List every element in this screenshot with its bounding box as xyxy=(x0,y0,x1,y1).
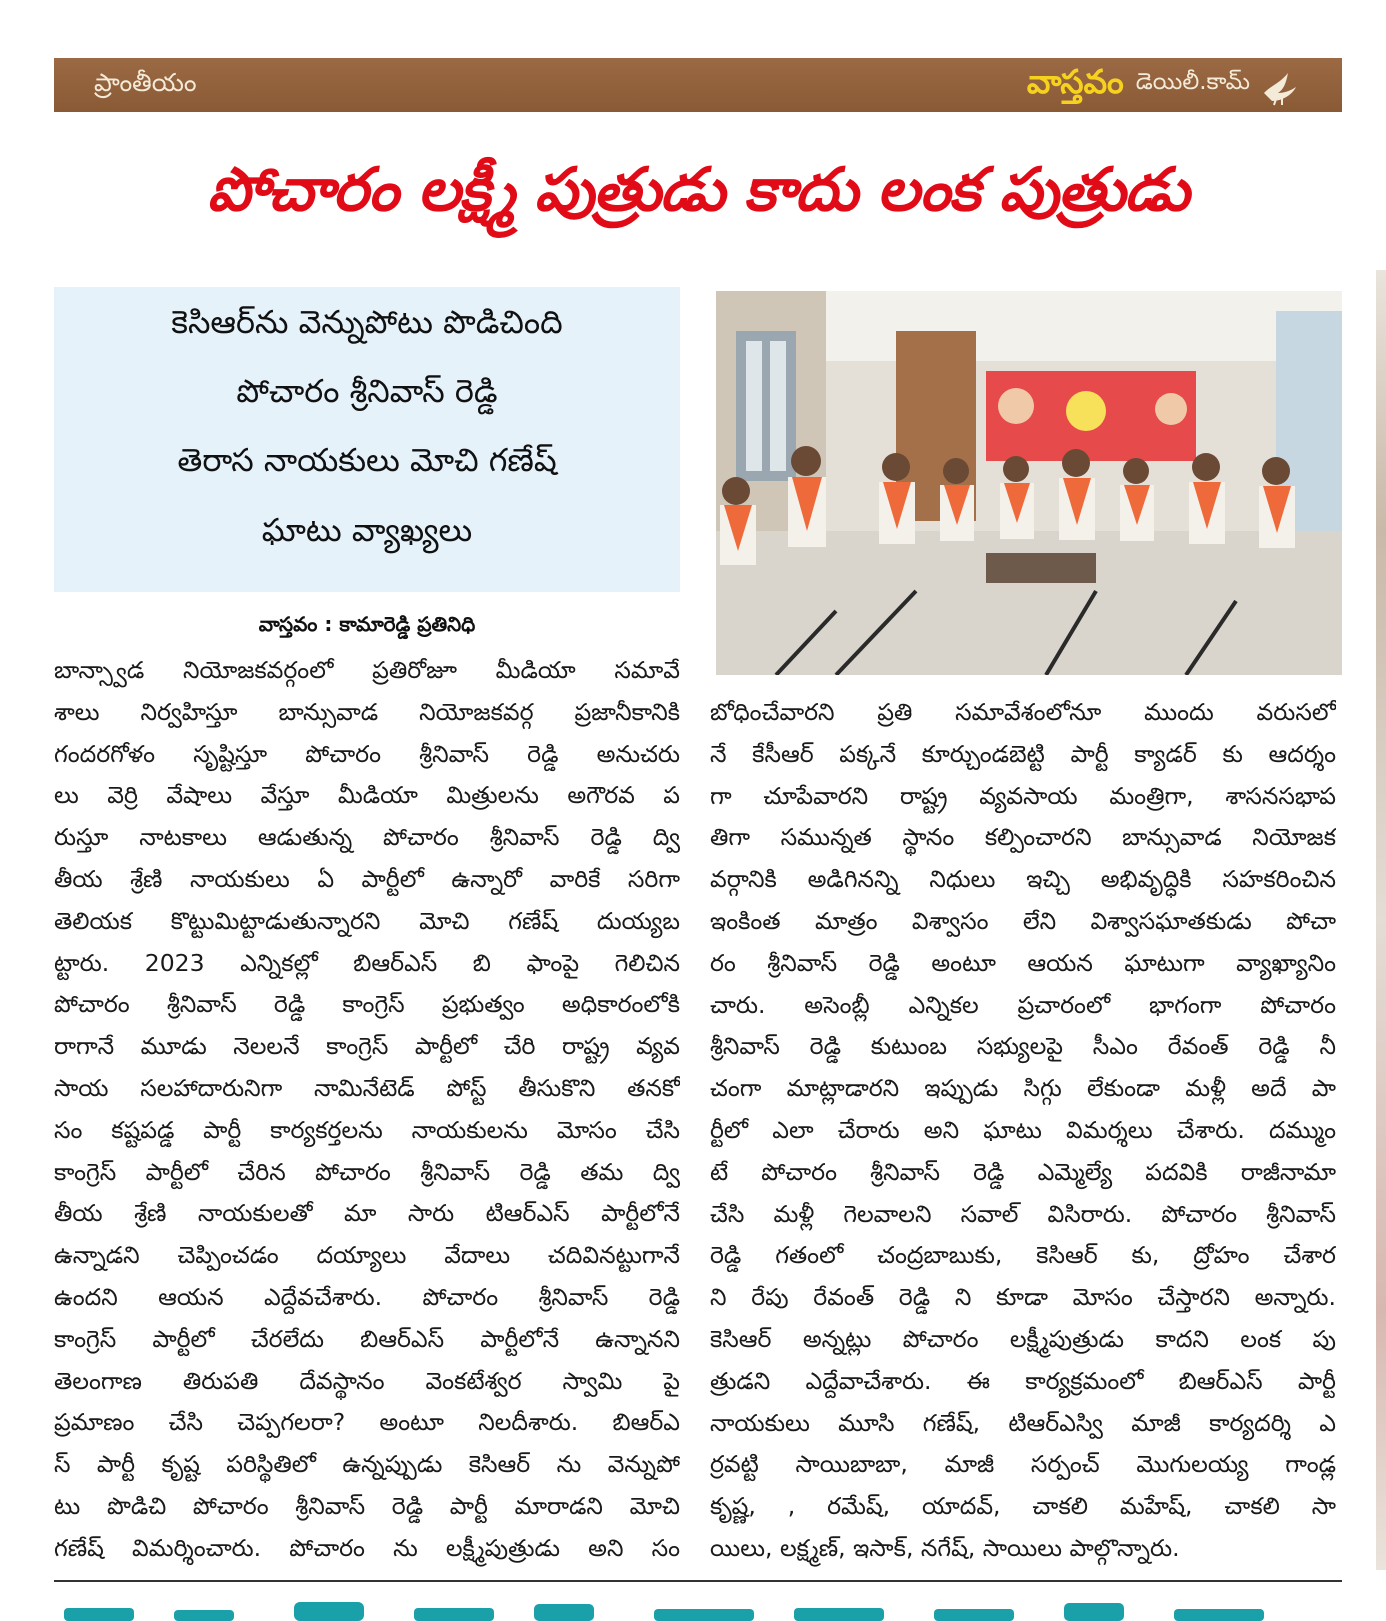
subhead-box xyxy=(54,287,680,592)
body-line: పోచారం శ్రీనివాస్ రెడ్డి కాంగ్రెస్ ప్రభుత్వం అధికారంలోకి xyxy=(54,990,680,1019)
body-line: లు వెర్రి వేషాలు వేస్తూ మీడియా మిత్రులను అగౌరవ ప xyxy=(54,781,680,810)
next-article-headline-cropped xyxy=(54,1600,1342,1621)
section-divider xyxy=(54,1580,1342,1582)
body-line: రాగానే మూడు నెలలనే కాంగ్రెస్ పార్టీలో చేరి రాష్ట్ర వ్యవ xyxy=(54,1032,680,1061)
body-line: రెడ్డి గతంలో చంద్రబాబుకు, కెసిఆర్ కు, ద్రోహం చేశార xyxy=(710,1241,1336,1270)
body-line: రం శ్రీనివాస్ రెడ్డి అంటూ ఆయన ఘాటుగా వ్యాఖ్యానిం xyxy=(710,948,1336,977)
body-line: సాయ సలహాదారునిగా నామినేటెడ్ పోస్ట్ తీసుకొని తనకో xyxy=(54,1073,680,1102)
body-line: ప్రమాణం చేసి చెప్పగలరా? అంటూ నిలదీశారు. బిఆర్ఎ xyxy=(54,1408,680,1437)
brand-domain: డెయిలీ.కామ్ xyxy=(1135,69,1250,95)
body-line: కాంగ్రెస్ పార్టీలో చేరలేదు బిఆర్ఎస్ పార్టీలోనే ఉన్నానని xyxy=(54,1324,680,1353)
bird-icon xyxy=(1258,63,1302,107)
body-line: ఉందని ఆయన ఎద్దేవచేశారు. పోచారం శ్రీనివాస్ రెడ్డి xyxy=(54,1282,680,1311)
brand xyxy=(1027,62,1302,108)
body-line: స్ పార్టీ కృష్ట పరిస్థితిలో ఉన్నప్పుడు కెసిఆర్ ను వెన్నుపో xyxy=(54,1450,680,1479)
body-line: యిలు, లక్ష్మణ్, ఇసాక్, నగేష్, సాయిలు పాల్గొన్నారు. xyxy=(710,1533,1180,1562)
body-line: చేసి మళ్లీ గెలవాలని సవాల్ విసిరారు. పోచారం శ్రీనివాస్ xyxy=(710,1199,1336,1228)
body-line: కృష్ణ, , రమేష్, యాదవ్, చాకలి మహేష్, చాకలి సా xyxy=(710,1492,1336,1521)
body-line: ఉన్నాడని చెప్పించడం దయ్యాలు వేదాలు చదివినట్టుగానే xyxy=(54,1241,680,1270)
subhead-line-2: పోచారం శ్రీనివాస్ రెడ్డి xyxy=(236,372,498,410)
dateline: వాస్తవం : కామారెడ్డి ప్రతినిధి xyxy=(258,612,476,636)
body-line: త్రుడని ఎద్దేవాచేశారు. ఈ కార్యక్రమంలో బిఆర్ఎస్ పార్టీ xyxy=(710,1366,1336,1395)
body-line: శ్రీనివాస్ రెడ్డి కుటుంబ సభ్యులపై సీఎం రేవంత్ రెడ్డి నీ xyxy=(710,1032,1336,1061)
body-line: చంగా మాట్లాడారని ఇప్పుడు సిగ్గు లేకుండా మళ్లీ అదే పా xyxy=(710,1074,1336,1103)
article-column-right xyxy=(710,692,1336,1570)
headline: పోచారం లక్ష్మీ పుత్రుడు కాదు లంక పుత్రుడు xyxy=(207,155,1189,225)
body-line: తిగా సమున్నత స్థానం కల్పించారని బాన్సువాడ నియోజక xyxy=(710,823,1336,852)
section-label: ప్రాంతీయం xyxy=(94,68,197,97)
body-line: వర్గానికి అడిగినన్ని నిధులు ఇచ్చి అభివృద్ధికి సహకరించిన xyxy=(710,865,1336,894)
press-meet-photo xyxy=(716,291,1342,675)
news-photo xyxy=(716,291,1342,675)
brand-name: వాస్తవం xyxy=(1026,61,1124,101)
subhead-line-1: కెసిఆర్‌ను వెన్నుపోటు పొడిచింది xyxy=(171,303,563,341)
body-line: తెలియక కొట్టుమిట్టాడుతున్నారని మోచి గణేష్ దుయ్యబ xyxy=(54,906,680,935)
body-line: కెసిఆర్ అన్నట్లు పోచారం లక్ష్మీపుత్రుడు కాదని లంక పు xyxy=(710,1324,1336,1353)
body-line: నాయకులు మూసి గణేష్, టిఆర్ఎస్వి మాజీ కార్యదర్శి ఎ xyxy=(710,1408,1336,1437)
body-line: గణేష్ విమర్శించారు. పోచారం ను లక్ష్మీపుత్రుడు అని సం xyxy=(54,1533,680,1562)
subhead-line-4: ఘాటు వ్యాఖ్యలు xyxy=(261,511,473,549)
adjacent-page-edge xyxy=(1376,270,1386,1570)
body-line: రుస్తూ నాటకాలు ఆడుతున్న పోచారం శ్రీనివాస్ రెడ్డి ద్వి xyxy=(54,823,680,852)
article-column-left xyxy=(54,650,680,1570)
body-line: గా చూపేవారని రాష్ట్ర వ్యవసాయ మంత్రిగా, శాసనసభాప xyxy=(710,781,1336,810)
cropped-headline-graphic xyxy=(54,1600,1342,1621)
body-line: శాలు నిర్వహిస్తూ బాన్సువాడ నియోజకవర్గ ప్రజానీకానికి xyxy=(54,697,680,726)
body-line: తీయ శ్రేణి నాయకులతో మా సారు టిఆర్ఎస్ పార్టీలోనే xyxy=(54,1199,680,1228)
body-line: ని రేపు రేవంత్ రెడ్డి ని కూడా మోసం చేస్తారని అన్నారు. xyxy=(710,1283,1336,1312)
body-line: బాన్స్వాడ నియోజకవర్గంలో ప్రతిరోజూ మీడియా సమావే xyxy=(54,656,680,684)
body-line: గందరగోళం సృష్టిస్తూ పోచారం శ్రీనివాస్ రెడ్డి అనుచరు xyxy=(54,739,680,768)
section-header-band xyxy=(54,58,1342,112)
body-line: ర్రవట్టి సాయిబాబా, మాజీ సర్పంచ్ మొగులయ్య గాండ్ల xyxy=(710,1450,1336,1479)
body-line: ఇంకింత మాత్రం విశ్వాసం లేని విశ్వాసఘాతకుడు పోచా xyxy=(710,906,1336,935)
subhead-line-3: తెరాస నాయకులు మోచి గణేష్ xyxy=(177,441,557,479)
body-line: ర్టీలో ఎలా చేరారు అని ఘాటు విమర్శలు చేశారు. దమ్ముం xyxy=(710,1115,1336,1144)
body-line: తెలంగాణ తిరుపతి దేవస్థానం వెంకటేశ్వర స్వామి పై xyxy=(54,1366,680,1395)
body-line: ట్టారు. 2023 ఎన్నికల్లో బిఆర్ఎస్ బి ఫాంపై గెలిచిన xyxy=(54,948,680,977)
body-line: నే కేసీఆర్ పక్కనే కూర్చుండబెట్టి పార్టీ క్యాడర్ కు ఆదర్శం xyxy=(710,739,1336,768)
body-line: చారు. అసెంబ్లీ ఎన్నికల ప్రచారంలో భాగంగా పోచారం xyxy=(710,990,1336,1019)
body-line: సం కష్టపడ్డ పార్టీ కార్యకర్తలను నాయకులను మోసం చేసి xyxy=(54,1115,680,1144)
body-line: బోధించేవారని ప్రతి సమావేశంలోనూ ముందు వరుసలో xyxy=(710,698,1336,726)
body-line: టు పొడిచి పోచారం శ్రీనివాస్ రెడ్డి పార్టీ మారాడని మోచి xyxy=(54,1491,680,1520)
body-line: కాంగ్రెస్ పార్టీలో చేరిన పోచారం శ్రీనివాస్ రెడ్డి తమ ద్వి xyxy=(54,1157,680,1186)
body-line: తీయ శ్రేణి నాయకులు ఏ పార్టీలో ఉన్నారో వారికే సరిగా xyxy=(54,864,680,893)
body-line: టే పోచారం శ్రీనివాస్ రెడ్డి ఎమ్మెల్యే పదవికి రాజీనామా xyxy=(710,1157,1336,1186)
